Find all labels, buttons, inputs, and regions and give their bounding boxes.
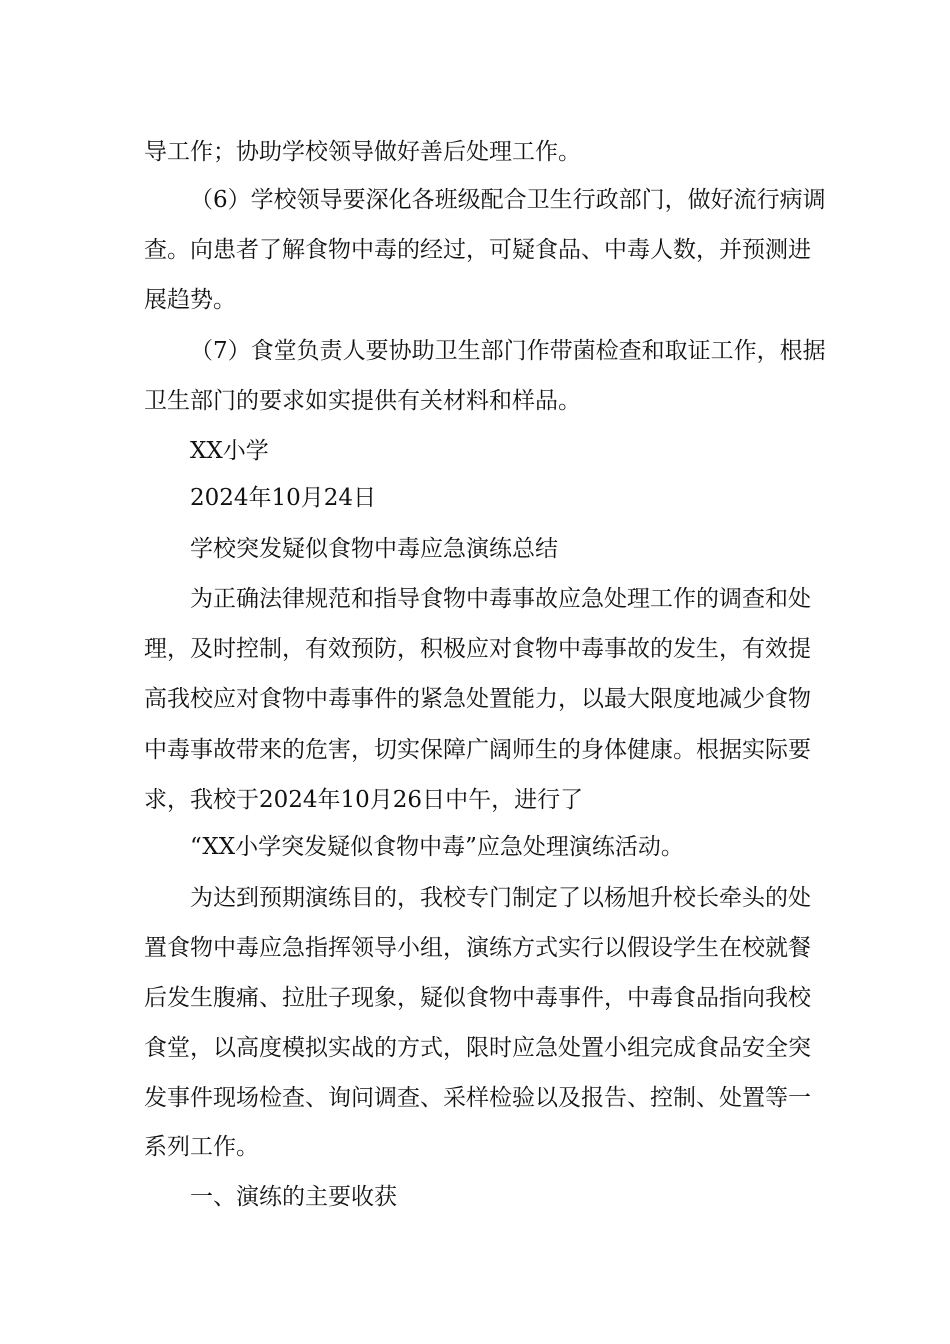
text-line: 卫生部门的要求如实提供有关材料和样品。: [144, 388, 581, 414]
text-line: 高我校应对食物中毒事件的紧急处置能力，以最大限度地减少食物: [144, 686, 811, 712]
text-line: 中毒事故带来的危害，切实保障广阔师生的身体健康。根据实际要: [144, 737, 811, 763]
text-line: 为达到预期演练目的，我校专门制定了以杨旭升校长牵头的处: [190, 885, 811, 911]
text-line: （7）食堂负责人要协助卫生部门作带菌检查和取证工作，根据: [190, 338, 826, 364]
text-line: （6）学校领导要深化各班级配合卫生行政部门，做好流行病调: [190, 187, 826, 213]
text-line: 求，我校于2024年10月26日中午，进行了: [144, 787, 584, 813]
text-line: 后发生腹痛、拉肚子现象，疑似食物中毒事件，中毒食品指向我校: [144, 985, 811, 1011]
text-line: 发事件现场检查、询问调查、采样检验以及报告、控制、处置等一: [144, 1085, 811, 1111]
text-line: 为正确法律规范和指导食物中毒事故应急处理工作的调查和处: [190, 586, 811, 612]
section-heading: 一、演练的主要收获: [190, 1184, 397, 1210]
text-line: “XX小学突发疑似食物中毒”应急处理演练活动。: [190, 834, 684, 860]
text-line: 展趋势。: [144, 287, 236, 313]
text-line: 系列工作。: [144, 1134, 259, 1160]
section-title: 学校突发疑似食物中毒应急演练总结: [190, 536, 558, 562]
text-line: 置食物中毒应急指挥领导小组，演练方式实行以假设学生在校就餐: [144, 935, 811, 961]
text-line: 导工作；协助学校领导做好善后处理工作。: [144, 139, 581, 165]
signature-school: XX小学: [190, 438, 269, 464]
text-line: 食堂，以高度模拟实战的方式，限时应急处置小组完成食品安全突: [144, 1035, 811, 1061]
text-line: 查。向患者了解食物中毒的经过，可疑食品、中毒人数，并预测进: [144, 237, 811, 263]
signature-date: 2024年10月24日: [190, 485, 377, 511]
text-line: 理，及时控制，有效预防，积极应对食物中毒事故的发生，有效提: [144, 636, 811, 662]
